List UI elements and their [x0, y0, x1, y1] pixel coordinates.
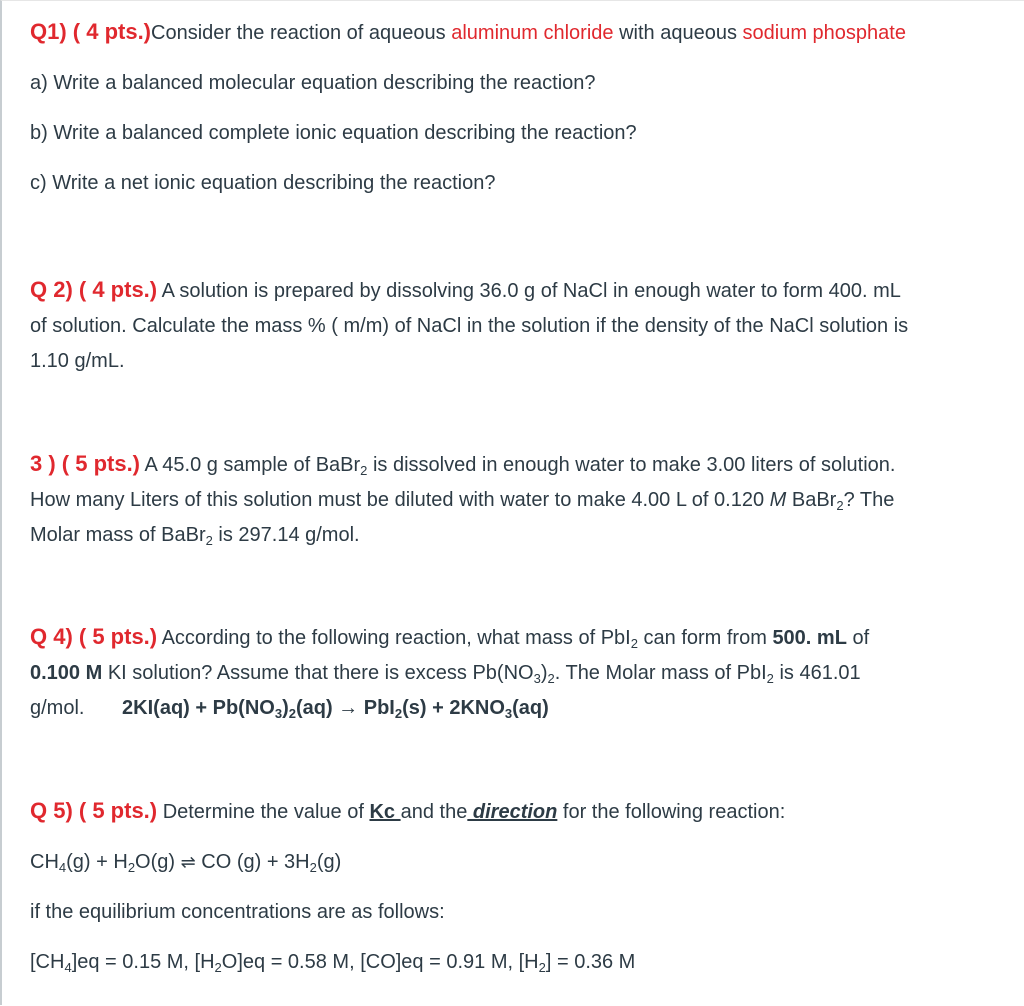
question-3-heading: 3 ) ( 5 pts.) — [30, 451, 141, 476]
question-1 — [30, 14, 1014, 201]
question-1a: a) Write a balanced molecular equation describing the reaction? — [30, 72, 596, 94]
question-5-heading: Q 5) ( 5 pts.) — [30, 798, 158, 823]
question-5-line-1: Q 5) ( 5 pts.) Determine the value of Kc and the direction for the following reaction: — [30, 798, 786, 823]
reactant-2: sodium phosphate — [742, 22, 906, 44]
question-5-line-3: if the equilibrium concentrations are as follows: — [30, 901, 445, 923]
question-1b: b) Write a balanced complete ionic equation describing the reaction? — [30, 122, 637, 144]
question-4-line-2: 0.100 M KI solution? Assume that there is excess $Pb(NO_3)_2$. The Molar mass of PbI$_2$ is 461.01 — [30, 662, 861, 686]
question-1-prompt: Q1) ( 4 pts.)Consider the reaction of aqueous aluminum chloride with aqueous sodium phosphate — [30, 19, 906, 44]
question-3-line-2: How many Liters of this solution must be diluted with water to make 4.00 L of 0.120 M BaBr$_2$? The — [30, 489, 895, 513]
question-4-heading: Q 4) ( 5 pts.) — [30, 624, 158, 649]
question-1c: c) Write a net ionic equation describing the reaction? — [30, 172, 496, 194]
question-5-equation: $CH_4(g) + H_2O(g)$ ⇌ CO $(g) + 3H_2(g)$ — [30, 845, 1014, 880]
question-5 — [30, 793, 1014, 980]
question-4-line-1: Q 4) ( 5 pts.) According to the following reaction, what mass of PbI$_2$ can form from 500. mL of — [30, 624, 870, 651]
question-2-heading: Q 2) ( 4 pts.) — [30, 277, 158, 302]
question-3-line-3: Molar mass of BaBr$_2$ is 297.14 g/mol. — [30, 524, 360, 548]
equilibrium-arrow-icon: ⇌ — [180, 852, 196, 872]
question-2-line-1: Q 2) ( 4 pts.) A solution is prepared by dissolving 36.0 g of NaCl in enough water to form 400. mL — [30, 277, 901, 302]
question-2-line-2: of solution. Calculate the mass % ( m/m) of NaCl in the solution if the density of the NaCl solution is — [30, 315, 909, 337]
reactant-1: aluminum chloride — [451, 22, 614, 44]
question-3 — [30, 446, 1014, 553]
reaction-equation: $2KI(aq) + Pb(NO_3)_2(aq) \to PbI_2(s) + 2KNO_3(aq)$ — [122, 697, 549, 721]
question-4 — [30, 619, 1014, 726]
question-2-line-3: 1.10 g/mL. — [30, 350, 125, 372]
direction-term: direction — [467, 801, 558, 823]
question-3-line-1: 3 ) ( 5 pts.) A 45.0 g sample of BaBr$_2$ is dissolved in enough water to make 3.00 liters of solution. — [30, 451, 896, 478]
question-1-heading: Q1) ( 4 pts.) — [30, 19, 152, 44]
question-5-concentrations: $[CH_4]eq = 0.15$ M, $[H_2O]eq = 0.58$ M, [CO]eq = 0.91 M, $[H_2] = 0.36$ M — [30, 951, 636, 975]
kc-term: Kc — [369, 801, 401, 823]
question-2 — [30, 272, 1014, 379]
question-4-line-3: g/mol. $2KI(aq) + Pb(NO_3)_2(aq) \to PbI_2(s) + 2KNO_3(aq)$ — [30, 697, 549, 721]
